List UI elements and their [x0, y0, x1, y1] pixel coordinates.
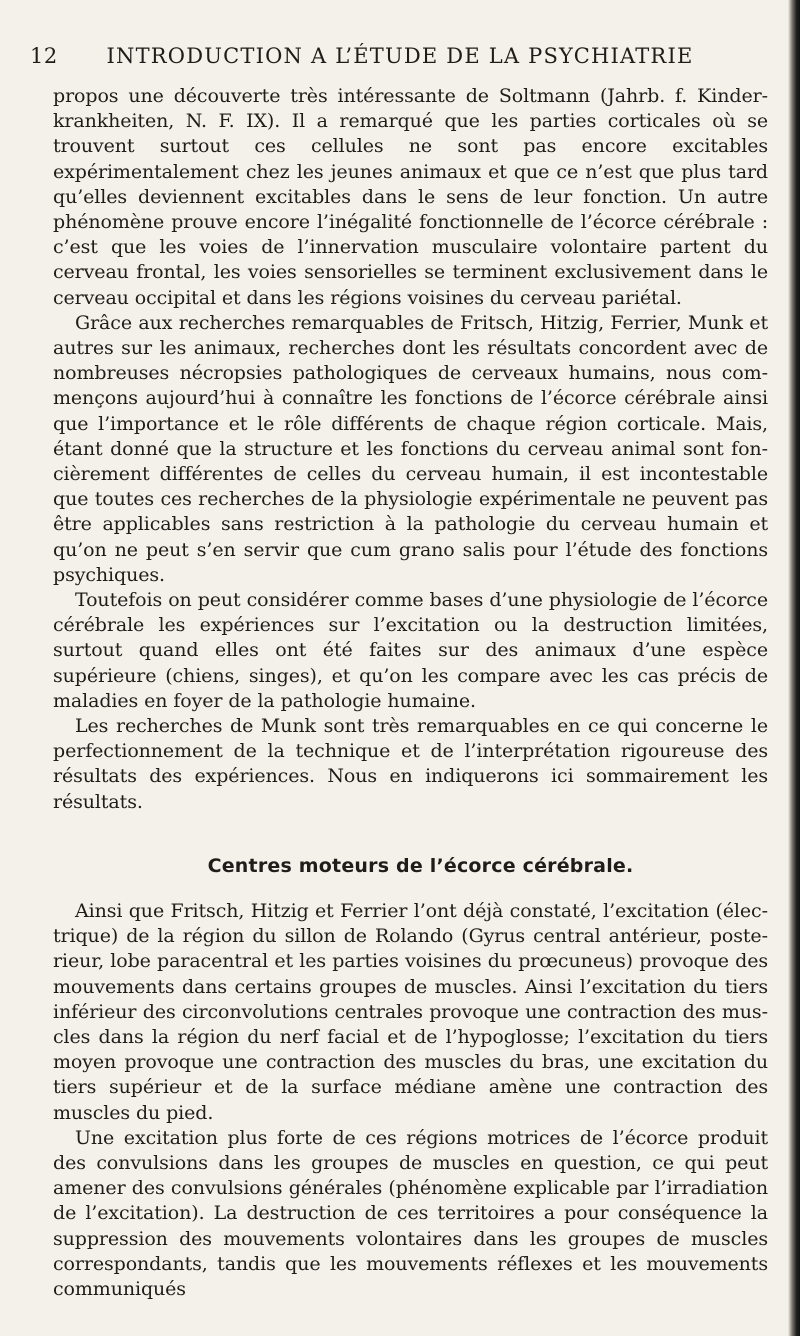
paragraph-1: propos une découverte très intéressante de Soltmann (Jahrb. f. Kinderkrankheiten, N. F. IX). Il a remarqué que les parties corticales où se trouvent surtout ces cellules ne sont pas encore excitables expérimentalement chez les jeunes animaux et que ce n’est que plus tard qu’elles deviennent excitables dans le sens de leur fonction. Un autre phénomène prouve encore l’inégalité fonctionnelle de l’écorce cérébrale : c’est que les voies de l’innervation musculaire volontaire partent du cerveau frontal, les voies sensorielles se terminent exclusivement dans le cerveau occipital et dans les régions voisines du cerveau pariétal. — [53, 85, 768, 309]
page-number: 12 — [30, 44, 58, 68]
scan-binding-edge — [788, 0, 800, 1336]
section-heading: Centres moteurs de l’écorce cérébrale. — [207, 854, 634, 877]
running-title: INTRODUCTION A L’ÉTUDE DE LA PSYCHIATRIE — [106, 44, 694, 68]
page-body — [53, 84, 768, 1302]
paragraph-5: Ainsi que Fritsch, Hitzig et Ferrier l’ont déjà constaté, l’excitation (électrique) de la région du sillon de Rolando (Gyrus central antérieur, posterieur, lobe paracentral et les parties voisines du prœcuneus) provoque des mouvements dans certains groupes de muscles. Ainsi l’excitation du tiers inférieur des circonvolutions centrales provoque une contraction des muscles dans la région du nerf facial et de l’hypoglosse; l’excitation du tiers moyen provoque une contraction des muscles du bras, une excitation du tiers supérieur et de la surface médiane amène une contraction des muscles du pied. — [53, 899, 768, 1124]
paragraph-6: Une excitation plus forte de ces régions motrices de l’écorce produit des convulsions dans les groupes de muscles en question, ce qui peut amener des convulsions générales (phénomène explicable par l’irradiation de l’excitation). La destruction de ces territoires a pour conséquence la suppression des mouvements volontaires dans les groupes de muscles correspondants, tandis que les mouvements réflexes et les mouvements communiqués — [53, 1126, 768, 1300]
paragraph-4: Les recherches de Munk sont très remarquables en ce qui concerne le perfectionnement de la technique et de l’interprétation rigoureuse des résultats des expériences. Nous en indiquerons ici sommairement les résultats. — [53, 715, 768, 813]
paragraph-2: Grâce aux recherches remarquables de Fritsch, Hitzig, Ferrier, Munk et autres sur les animaux, recherches dont les résultats concordent avec de nombreuses nécropsies pathologiques de cerveaux humains, nous commençons aujourd’hui à connaître les fonctions de l’écorce cérébrale ainsi que l’importance et le rôle différents de chaque région corticale. Mais, étant donné que la structure et les fonctions du cerveau animal sont foncièrement différentes de celles du cerveau humain, il est incontestable que toutes ces recherches de la physiologie expérimentale ne peuvent pas être applicables sans restriction à la pathologie du cerveau humain et qu’on ne peut s’en servir que cum grano salis pour l’étude des fonctions psychiques. — [53, 311, 768, 586]
page-header — [30, 44, 770, 70]
paragraph-3: Toutefois on peut considérer comme bases d’une physiologie de l’écorce cérébrale les expériences sur l’excitation ou la destruction limitées, surtout quand elles ont été faites sur des animaux d’une espèce supérieure (chiens, singes), et qu’on les compare avec les cas précis de maladies en foyer de la pathologie humaine. — [53, 589, 768, 712]
